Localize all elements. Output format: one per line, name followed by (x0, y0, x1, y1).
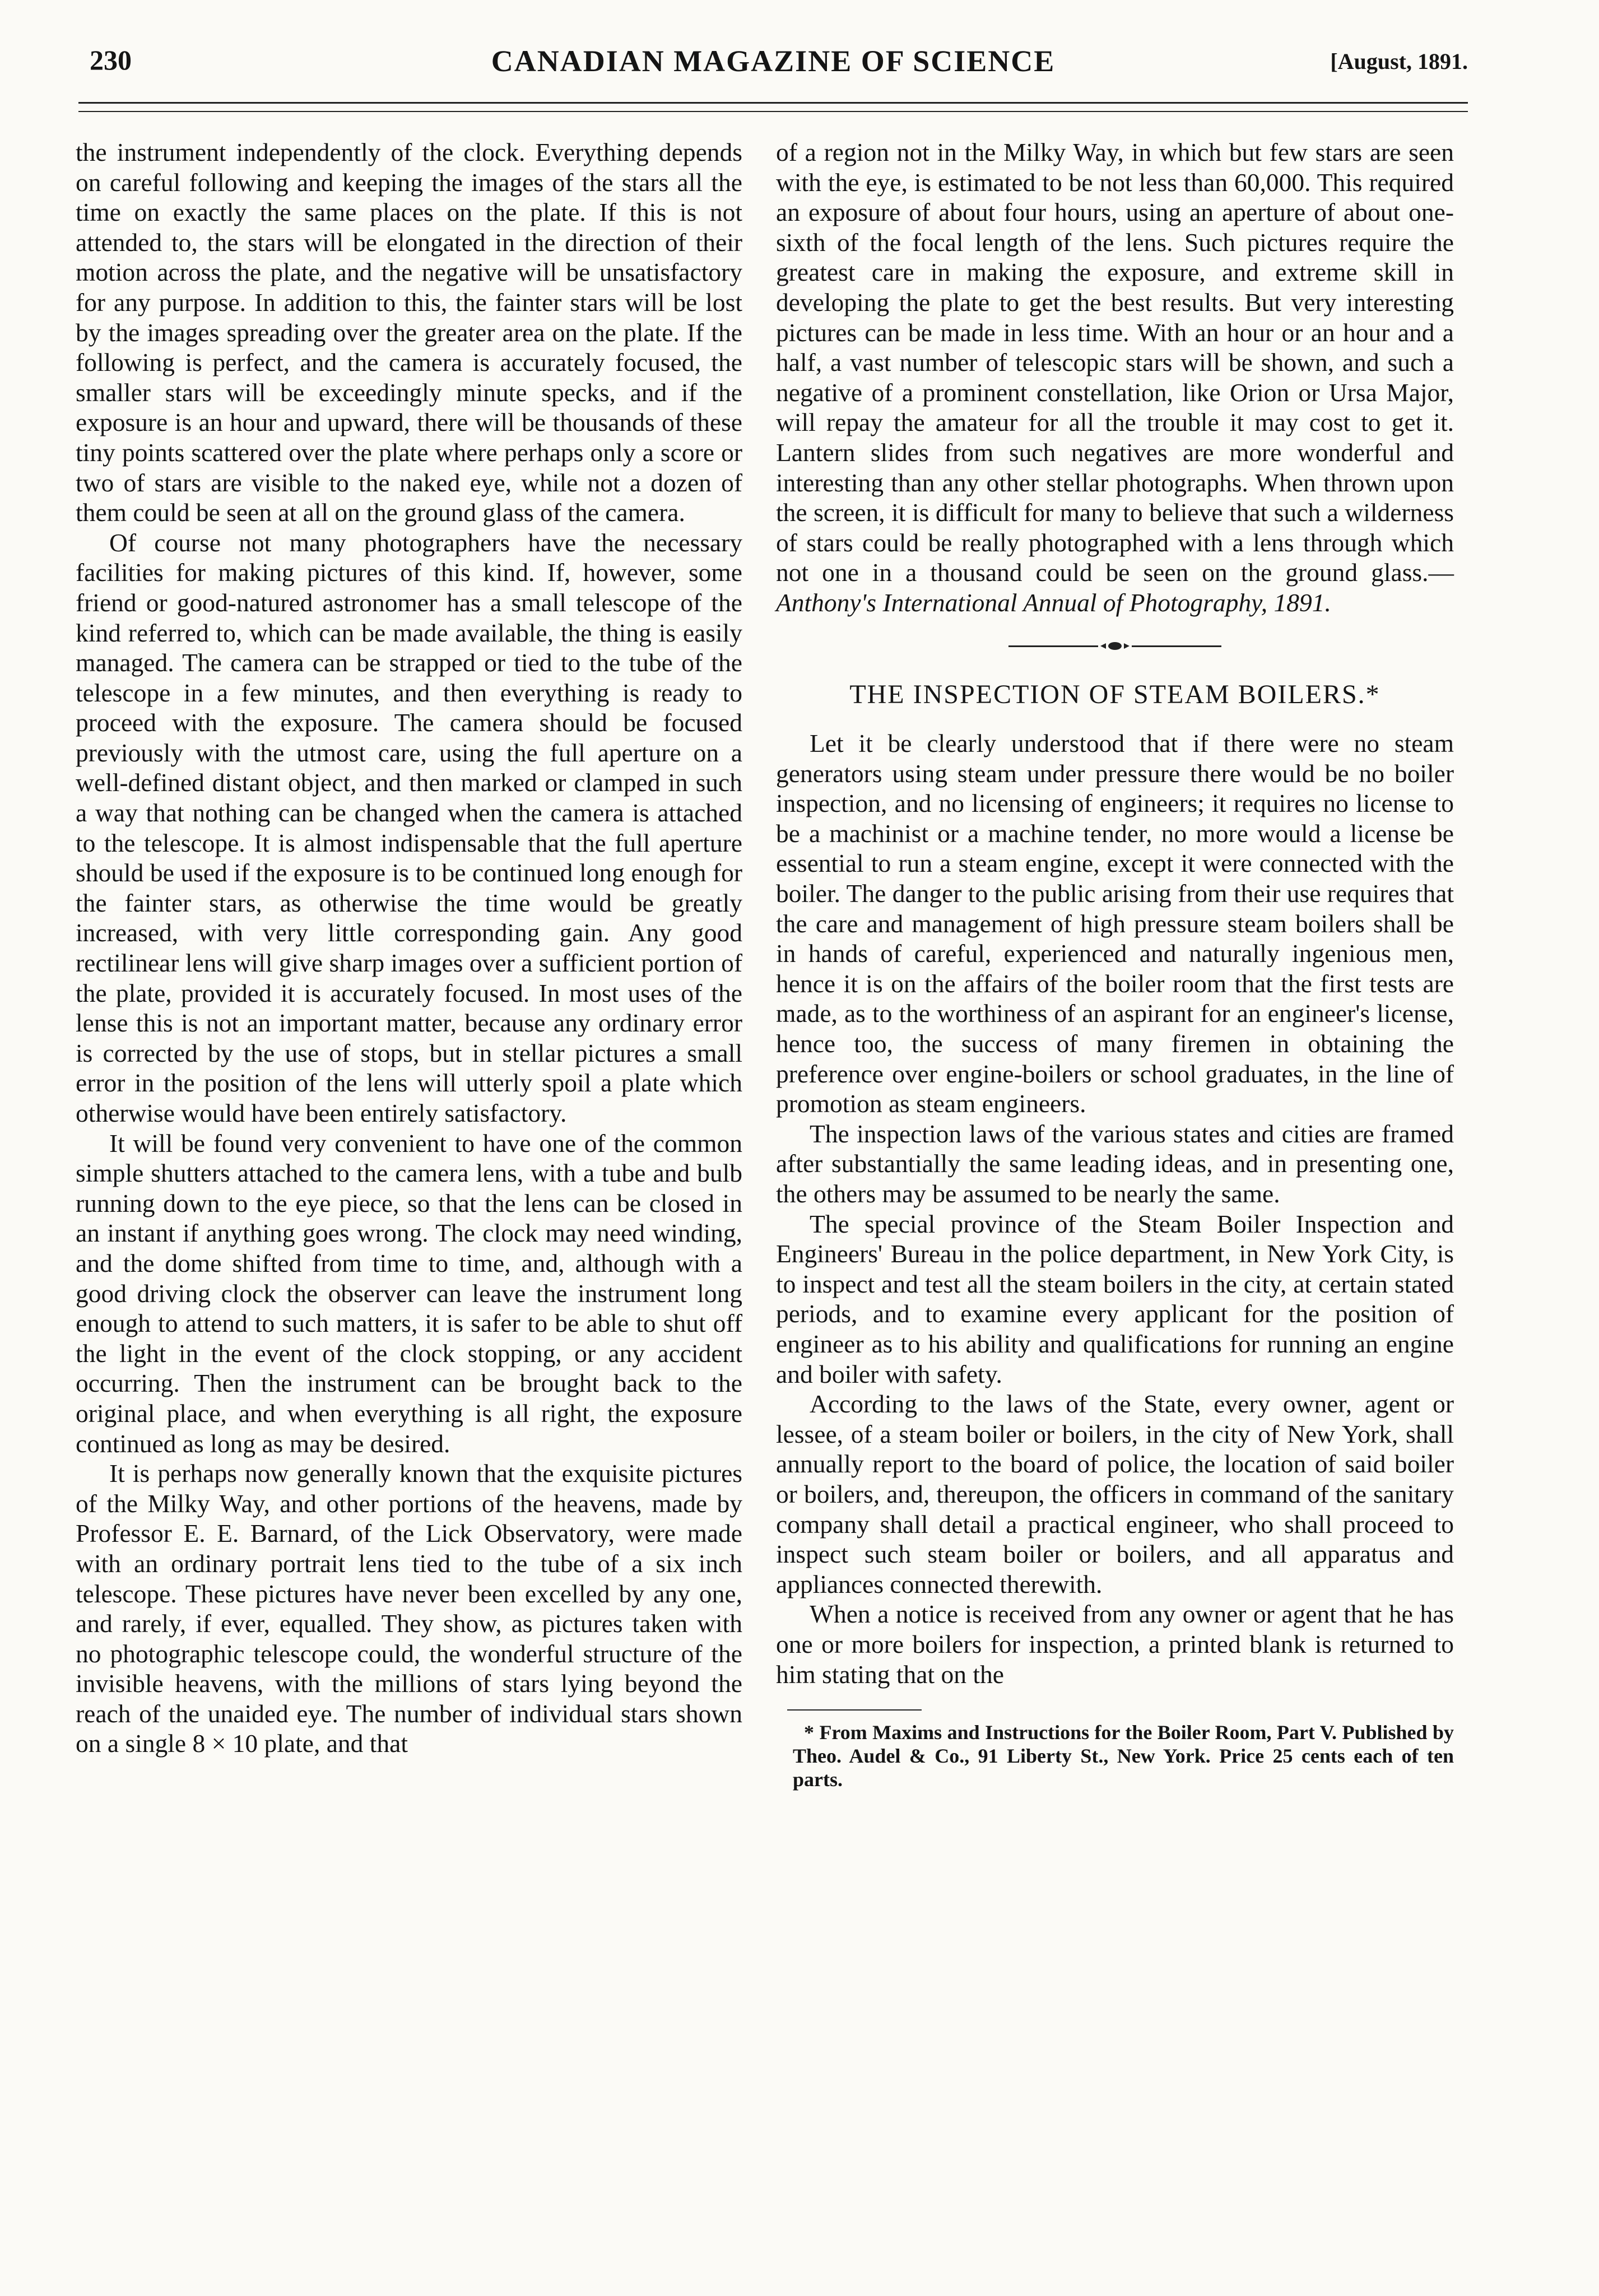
paragraph: According to the laws of the State, every owner, agent or lessee, of a steam boiler or boilers, in the city of New York, shall annually report to the board of police, the location of said boiler or boilers, and, thereupon, the officers in command of the sanitary company shall detail a practical engineer, who shall proceed to inspect such steam boiler or boilers, and all apparatus and appliances connected therewith. (776, 1389, 1454, 1598)
running-header (78, 44, 1468, 89)
section-title: THE INSPECTION OF STEAM BOILERS.* (849, 679, 1380, 709)
magazine-title: CANADIAN MAGAZINE OF SCIENCE (491, 44, 1056, 78)
issue-date: [August, 1891. (1330, 49, 1468, 74)
footnote-rule (787, 1709, 922, 1711)
right-column (776, 137, 1454, 1791)
header-rule-top (78, 102, 1468, 104)
paragraph: It is perhaps now generally known that the exquisite pictures of the Milky Way, and other portions of the heavens, made by Professor E. E. Barnard, of the Lick Observatory, were made with an ordinary portrait lens tied to the tube of a six inch telescope. These pictures have never been excelled by any one, and rarely, if ever, equalled. They show, as pictures taken with no photographic telescope could, the wonderful structure of the invisible heavens, with the millions of stars lying beyond the reach of the unaided eye. The number of individual stars shown on a single 8 × 10 plate, and that (76, 1459, 742, 1758)
paragraph: It will be found very convenient to have one of the common simple shutters attached to the camera lens, with a tube and bulb running down to the eye piece, so that the lens can be closed in an instant if anything goes wrong. The clock may need winding, and the dome shifted from time to time, and, although with a good driving clock the observer can leave the instrument long enough to attend to such matters, it is safer to be able to shut off the light in the event of the clock stopping, or any accident occurring. Then the instrument can be brought back to the original place, and when everything is all right, the exposure continued as long as may be desired. (76, 1128, 742, 1458)
paragraph: the instrument independently of the clock. Everything depends on careful following and keeping the images of the stars all the time on exactly the same places on the plate. If this is not attended to, the stars will be elongated in the direction of their motion across the plate, and the negative will be unsatisfactory for any purpose. In addition to this, the fainter stars will be lost by the images spreading over the greater area on the plate. If the following is perfect, and the camera is accurately focused, the smaller stars will be exceedingly minute specks, and if the exposure is an hour and upward, there will be thousands of these tiny points scattered over the plate where perhaps only a score or two of stars are visible to the naked eye, while not a dozen of them could be seen at all on the ground glass of the camera. (76, 138, 742, 527)
footnote-text: * From Maxims and Instructions for the Boiler Room, Part V. Published by Theo. Audel & Co., 91 Liberty St., New York. Price 25 cents each of ten parts. (793, 1721, 1454, 1791)
paragraph: The special province of the Steam Boiler Inspection and Engineers' Bureau in the police department, in New York City, is to inspect and test all the steam boilers in the city, at certain stated periods, and to examine every applicant for the position of engineer as to his ability and qualifications for running an engine and boiler with safety. (776, 1209, 1454, 1388)
paragraph: Let it be clearly understood that if there were no steam generators using steam under pressure there would be no boiler inspection, and no licensing of engineers; it requires no license to be a machinist or a machine tender, no more would a license be essential to run a steam engine, except it were connected with the boiler. The danger to the public arising from their use requires that the care and management of high pressure steam boilers shall be in hands of careful, experienced and naturally ingenious men, hence it is on the affairs of the boiler room that the first tests are made, as to the worthiness of an aspirant for an engineer's license, hence too, the success of many firemen in obtaining the preference over engine-boilers or school graduates, in the line of promotion as steam engineers. (776, 729, 1454, 1118)
paragraph (776, 137, 1454, 618)
paragraph-text: of a region not in the Milky Way, in which but few stars are seen with the eye, is estimated to be not less than 60,000. This required an exposure of about four hours, using an aperture of about one-sixth of the focal length of the lens. Such pictures require the greatest care in making the exposure, and extreme skill in developing the plate to get the best results. But very interesting pictures can be made in less time. With an hour or an hour and a half, a vast number of telescopic stars will be shown, and such a negative of a prominent constellation, like Orion or Ursa Major, will repay the amateur for all the trouble it may cost to get it. Lantern slides from such negatives are more wonderful and interesting than any other stellar photographs. When thrown upon the screen, it is difficult for many to believe that such a wilderness of stars could be really photographed with a lens through which not one in a thousand could be seen on the ground glass.— (776, 138, 1454, 587)
left-column (76, 137, 742, 1759)
source-citation: Anthony's International Annual of Photography, 1891. (776, 588, 1331, 617)
section-divider (1008, 640, 1221, 652)
header-rule-bottom (78, 111, 1468, 112)
page-number: 230 (90, 44, 132, 76)
paragraph: The inspection laws of the various states and cities are framed after substantially the same leading ideas, and in presenting one, the others may be assumed to be nearly the same. (776, 1119, 1454, 1208)
paragraph: Of course not many photographers have the necessary facilities for making pictures of this kind. If, however, some friend or good-natured astronomer has a small telescope of the kind referred to, which can be made available, the thing is easily managed. The camera can be strapped or tied to the tube of the telescope in a few minutes, and then everything is ready to proceed with the exposure. The camera should be focused previously with the utmost care, using the full aperture on a well-defined distant object, and then marked or clamped in such a way that nothing can be changed when the camera is attached to the telescope. It is almost indispensable that the full aperture should be used if the exposure is to be continued long enough for the fainter stars, as otherwise the time would be greatly increased, with very little corresponding gain. Any good rectilinear lens will give sharp images over a sufficient portion of the plate, provided it is accurately focused. In most uses of the lense this is not an important matter, because any ordinary error is corrected by the use of stops, but in stellar pictures a small error in the position of the lens will utterly spoil a plate which otherwise would have been entirely satisfactory. (76, 528, 742, 1127)
ornament-icon (1098, 640, 1132, 652)
footnote (776, 1721, 1454, 1791)
paragraph: When a notice is received from any owner or agent that he has one or more boilers for inspection, a printed blank is returned to him stating that on the (776, 1600, 1454, 1689)
